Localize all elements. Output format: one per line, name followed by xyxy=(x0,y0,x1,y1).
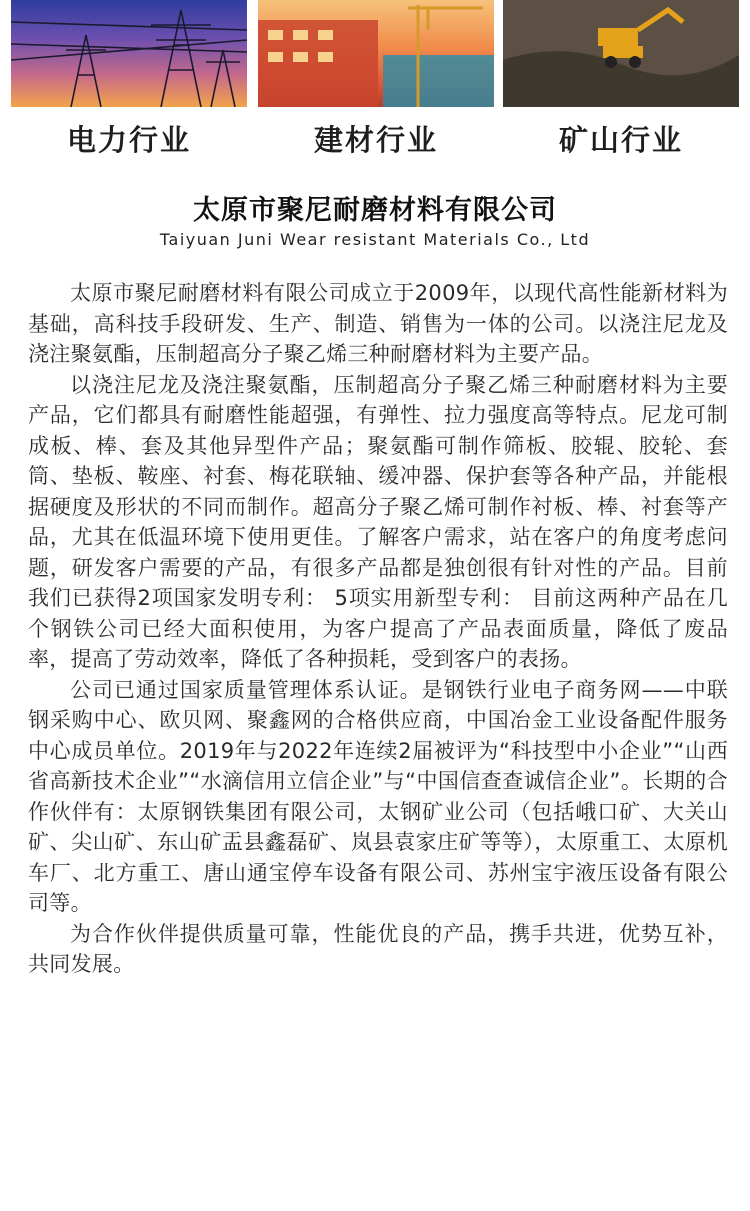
certifications-paragraph: 公司已通过国家质量管理体系认证。是钢铁行业电子商务网——中联钢采购中心、欧贝网、聚鑫网的合格供应商，中国冶金工业设备配件服务中心成员单位。2019年与2022年连续2届被评为“科技型中小企业”“山西省高新技术企业”“水滴信用立信企业”与“中国信查查诚信企业”。长期的合作伙伴有：太原钢铁集团有限公司，太钢矿业公司（包括峨口矿、大关山矿、尖山矿、东山矿盂县鑫磊矿、岚县袁家庄矿等等），太原重工、太原机车厂、北方重工、唐山通宝停车设备有限公司、苏州宝宇液压设备有限公司等。 xyxy=(28,677,728,915)
power-transmission-towers-photo xyxy=(11,0,247,107)
mining-excavator-photo xyxy=(503,0,739,107)
industry-label-mining: 矿山行业 xyxy=(558,123,683,157)
mission-paragraph: 为合作伙伴提供质量可靠，性能优良的产品，携手共进，优势互补，共同发展。 xyxy=(28,921,728,976)
company-name-en: Taiyuan Juni Wear resistant Materials Co., Ltd xyxy=(159,230,591,249)
products-paragraph: 以浇注尼龙及浇注聚氨酯，压制超高分子聚乙烯三种耐磨材料为主要产品，它们都具有耐磨性能超强，有弹性、拉力强度高等特点。尼龙可制成板、棒、套及其他异型件产品；聚氨酯可制作筛板、胶辊、胶轮、套筒、垫板、鞍座、衬套、梅花联轴、缓冲器、保护套等各种产品，并能根据硬度及形状的不同而制作。超高分子聚乙烯可制作衬板、棒、衬套等产品，尤其在低温环境下使用更佳。了解客户需求，站在客户的角度考虑问题，研发客户需要的产品，有很多产品都是独创很有针对性的产品。目前我们已获得2项国家发明专利： 5项实用新型专利： 目前这两种产品在几个钢铁公司已经大面积使用，为客户提高了产品表面质量，降低了废品率，提高了劳动效率，降低了各种损耗，受到客户的表扬。 xyxy=(28,372,728,671)
intro-paragraph: 太原市聚尼耐磨材料有限公司成立于2009年，以现代高性能新材料为基础，高科技手段研发、生产、制造、销售为一体的公司。以浇注尼龙及浇注聚氨酯，压制超高分子聚乙烯三种耐磨材料为主要产品。 xyxy=(28,281,728,366)
industry-gallery xyxy=(0,0,750,165)
industry-label-building-materials: 建材行业 xyxy=(313,123,438,157)
industry-label-power: 电力行业 xyxy=(66,123,191,157)
company-introduction xyxy=(28,278,728,980)
building-construction-photo xyxy=(258,0,494,107)
company-name-cn: 太原市聚尼耐磨材料有限公司 xyxy=(193,195,557,226)
